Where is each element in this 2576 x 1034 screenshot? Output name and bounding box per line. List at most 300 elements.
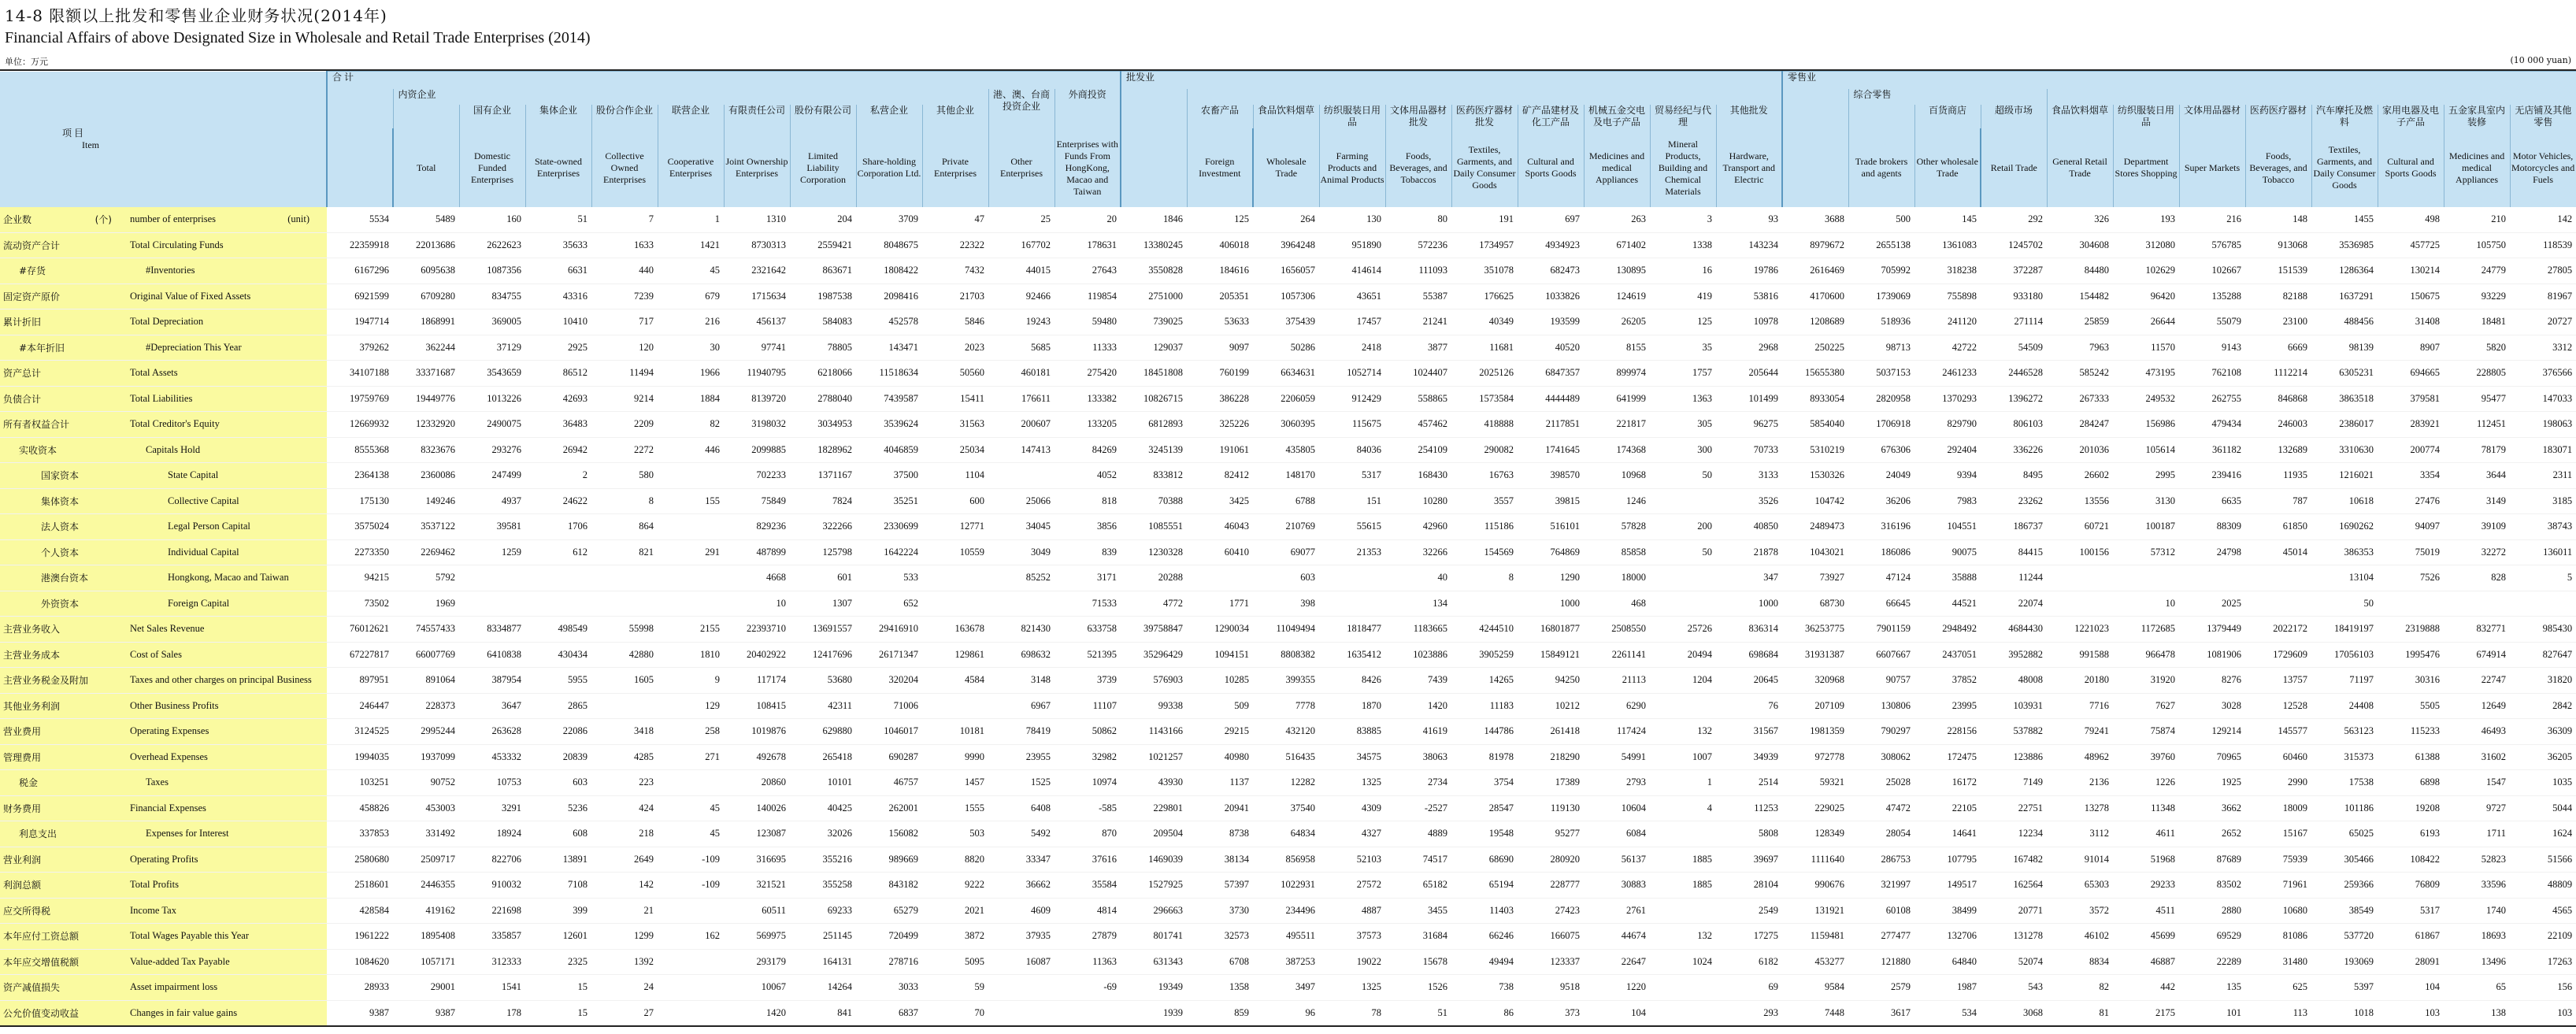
col-header-cn-30: 汽车摩托及燃料: [2311, 105, 2378, 128]
table-row: [0, 898, 2576, 924]
table-cell: 22105: [1914, 795, 1981, 821]
table-cell: [1451, 591, 1518, 617]
table-cell: 26171347: [856, 642, 922, 668]
table-cell: 27805: [2510, 258, 2576, 284]
table-cell: 10101: [790, 770, 856, 796]
table-cell: 3543659: [459, 361, 525, 387]
table-cell: 468: [1584, 591, 1650, 617]
col-header-cn-17: 医药医疗器材批发: [1451, 105, 1518, 128]
table-header: [0, 72, 2576, 208]
table-cell: 100187: [2113, 514, 2179, 540]
table-cell: 99338: [1121, 693, 1187, 719]
table-cell: 8808382: [1253, 642, 1319, 668]
table-cell: 452578: [856, 309, 922, 335]
table-cell: 108422: [2378, 847, 2444, 873]
table-cell: 12771: [922, 514, 988, 540]
table-row: [0, 770, 2576, 796]
table-cell: [1650, 591, 1716, 617]
col-header-en-30: Motor Vehicles, Motorcycles and Fuels: [2510, 128, 2576, 207]
table-cell: 6898: [2378, 770, 2444, 796]
row-label-cn: #存货: [0, 258, 122, 284]
table-cell: 6708: [1187, 949, 1253, 975]
col-header-en-3: Collective Owned Enterprises: [591, 128, 658, 207]
table-cell: 37616: [1054, 847, 1121, 873]
table-cell: [658, 463, 724, 489]
table-cell: 625: [2245, 975, 2311, 1001]
table-cell: 5317: [2378, 898, 2444, 924]
table-cell: 2272: [591, 437, 658, 463]
table-cell: 1085551: [1121, 514, 1187, 540]
table-cell: 50: [1650, 539, 1716, 565]
table-cell: 10974: [1054, 770, 1121, 796]
table-cell: 43316: [525, 284, 591, 309]
table-cell: [658, 770, 724, 796]
table-cell: 46493: [2444, 719, 2510, 745]
row-label-spacer: [315, 847, 327, 873]
table-cell: 1656057: [1253, 258, 1319, 284]
table-cell: 2209: [591, 412, 658, 438]
row-label-cn: 资产总计: [0, 361, 122, 387]
table-cell: [1319, 591, 1385, 617]
table-cell: 897951: [327, 668, 393, 694]
table-cell: 184616: [1187, 258, 1253, 284]
table-cell: 856958: [1253, 847, 1319, 873]
table-cell: 51: [1385, 1000, 1451, 1026]
table-cell: 53633: [1187, 309, 1253, 335]
table-cell: 286753: [1848, 847, 1914, 873]
table-cell: -2527: [1385, 795, 1451, 821]
table-cell: 155: [658, 488, 724, 514]
table-cell: 3575024: [327, 514, 393, 540]
row-label-spacer: [315, 284, 327, 309]
row-label-en: Capitals Hold: [122, 437, 315, 463]
table-cell: 1246: [1584, 488, 1650, 514]
table-cell: 3572: [2047, 898, 2113, 924]
table-cell: 132: [1650, 719, 1716, 745]
table-cell: 167482: [1981, 847, 2047, 873]
table-cell: 27572: [1319, 873, 1385, 899]
table-cell: [1650, 1000, 1716, 1026]
table-cell: 1307: [790, 591, 856, 617]
table-cell: 5037153: [1848, 361, 1914, 387]
table-row: [0, 258, 2576, 284]
table-cell: [1650, 693, 1716, 719]
col-header-en-24: Department Stores Shopping: [2113, 128, 2179, 207]
table-cell: [2047, 565, 2113, 591]
col-header-cn-20: 贸易经纪与代理: [1650, 105, 1716, 128]
table-cell: 9097: [1187, 335, 1253, 361]
col-header-cn-9: 其他企业: [922, 105, 988, 128]
table-cell: 1000: [1518, 591, 1584, 617]
row-label-cn: 个人资本: [0, 539, 122, 565]
table-cell: 78179: [2444, 437, 2510, 463]
table-cell: 6847357: [1518, 361, 1584, 387]
table-cell: [922, 565, 988, 591]
table-cell: 533: [856, 565, 922, 591]
table-cell: 843182: [856, 873, 922, 899]
table-cell: 22074: [1981, 591, 2047, 617]
table-cell: [1650, 488, 1716, 514]
table-cell: 61850: [2245, 514, 2311, 540]
table-cell: 1741645: [1518, 437, 1584, 463]
table-cell: 130806: [1848, 693, 1914, 719]
row-label-en: Original Value of Fixed Assets: [122, 284, 315, 309]
table-cell: 82: [658, 412, 724, 438]
table-cell: 79241: [2047, 719, 2113, 745]
table-cell: [1650, 565, 1716, 591]
table-cell: 1421: [658, 232, 724, 258]
row-label-cn: 利润总额: [0, 873, 122, 899]
table-cell: 24: [591, 975, 658, 1001]
table-cell: 149246: [393, 488, 459, 514]
table-cell: 3133: [1716, 463, 1782, 489]
table-cell: 95277: [1518, 821, 1584, 847]
table-cell: 271: [658, 744, 724, 770]
table-cell: 22109: [2510, 924, 2576, 950]
table-cell: 322266: [790, 514, 856, 540]
table-row: [0, 719, 2576, 745]
table-cell: 3644: [2444, 463, 2510, 489]
table-cell: 54509: [1981, 335, 2047, 361]
table-cell: 229801: [1121, 795, 1187, 821]
table-cell: 88309: [2179, 514, 2245, 540]
table-cell: -585: [1054, 795, 1121, 821]
table-cell: 3709: [856, 207, 922, 232]
table-cell: 10968: [1584, 463, 1650, 489]
table-cell: 11244: [1981, 565, 2047, 591]
table-cell: 119130: [1518, 795, 1584, 821]
table-cell: 355258: [790, 873, 856, 899]
table-cell: 1870: [1319, 693, 1385, 719]
table-cell: 1715634: [724, 284, 790, 309]
table-cell: 2793: [1584, 770, 1650, 796]
table-cell: 3198032: [724, 412, 790, 438]
table-cell: 18419197: [2311, 617, 2378, 643]
table-cell: 12669932: [327, 412, 393, 438]
table-cell: 1007: [1650, 744, 1716, 770]
table-cell: 118539: [2510, 232, 2576, 258]
table-cell: 250225: [1782, 335, 1848, 361]
table-cell: [988, 591, 1054, 617]
table-cell: 38063: [1385, 744, 1451, 770]
table-cell: 537882: [1981, 719, 2047, 745]
table-cell: [591, 565, 658, 591]
table-cell: 933180: [1981, 284, 2047, 309]
table-cell: 20180: [2047, 668, 2113, 694]
table-cell: 2446528: [1981, 361, 2047, 387]
table-cell: 3688: [1782, 207, 1848, 232]
table-cell: 3068: [1981, 1000, 2047, 1026]
table-cell: 2023: [922, 335, 988, 361]
table-cell: 13691557: [790, 617, 856, 643]
hmt-group-header: 港、澳、台商投资企业: [988, 89, 1054, 128]
table-cell: 131278: [1981, 924, 2047, 950]
table-cell: 32573: [1187, 924, 1253, 950]
table-cell: 20402922: [724, 642, 790, 668]
table-cell: 9: [658, 668, 724, 694]
table-cell: 18009: [2245, 795, 2311, 821]
table-cell: 534: [1914, 1000, 1981, 1026]
table-cell: 46043: [1187, 514, 1253, 540]
table-cell: 45: [658, 821, 724, 847]
table-cell: 2509717: [393, 847, 459, 873]
row-unit-en: (unit): [287, 213, 309, 225]
table-cell: 10680: [2245, 898, 2311, 924]
table-cell: 386228: [1187, 386, 1253, 412]
table-cell: 495511: [1253, 924, 1319, 950]
table-cell: 37852: [1914, 668, 1981, 694]
table-cell: 6634631: [1253, 361, 1319, 387]
table-cell: 335857: [459, 924, 525, 950]
row-label-spacer: [315, 975, 327, 1001]
table-cell: 218: [591, 821, 658, 847]
table-cell: 2734: [1385, 770, 1451, 796]
table-cell: 32266: [1385, 539, 1451, 565]
table-cell: 22747: [2444, 668, 2510, 694]
table-cell: 2022172: [2245, 617, 2311, 643]
table-cell: 27423: [1518, 898, 1584, 924]
table-cell: 115233: [2378, 719, 2444, 745]
table-cell: 280920: [1518, 847, 1584, 873]
table-cell: [459, 591, 525, 617]
table-cell: 162: [658, 924, 724, 950]
table-cell: 4511: [2113, 898, 2179, 924]
table-cell: 55615: [1319, 514, 1385, 540]
table-cell: 3130: [2113, 488, 2179, 514]
table-cell: 142: [2510, 207, 2576, 232]
table-cell: 39581: [459, 514, 525, 540]
table-cell: 29215: [1187, 719, 1253, 745]
table-cell: 111093: [1385, 258, 1451, 284]
table-cell: [658, 1000, 724, 1026]
table-cell: 4244510: [1451, 617, 1518, 643]
table-cell: 75849: [724, 488, 790, 514]
table-cell: 48809: [2510, 873, 2576, 899]
table-cell: 1024407: [1385, 361, 1451, 387]
table-cell: 66246: [1451, 924, 1518, 950]
table-cell: 603: [525, 770, 591, 796]
table-cell: 71197: [2311, 668, 2378, 694]
table-cell: 694665: [2378, 361, 2444, 387]
table-cell: 33347: [988, 847, 1054, 873]
table-cell: 19786: [1716, 258, 1782, 284]
table-cell: 8555368: [327, 437, 393, 463]
row-label-cn: 管理费用: [0, 744, 122, 770]
table-cell: 23262: [1981, 488, 2047, 514]
table-cell: 612: [525, 539, 591, 565]
row-label-cn: 港澳台资本: [0, 565, 122, 591]
row-label-spacer: [315, 617, 327, 643]
table-cell: 74517: [1385, 847, 1451, 873]
table-cell: 10753: [459, 770, 525, 796]
table-cell: 790297: [1848, 719, 1914, 745]
col-header-en-4: Cooperative Enterprises: [658, 128, 724, 207]
col-header-en-27: Textiles, Garments, and Daily Consumer Goods: [2311, 128, 2378, 207]
table-cell: 690287: [856, 744, 922, 770]
table-cell: 631343: [1121, 949, 1187, 975]
table-cell: 18924: [459, 821, 525, 847]
table-cell: 65182: [1385, 873, 1451, 899]
table-cell: 6607667: [1848, 642, 1914, 668]
table-cell: 2788040: [790, 386, 856, 412]
table-cell: [658, 565, 724, 591]
table-cell: 172475: [1914, 744, 1981, 770]
table-cell: 218290: [1518, 744, 1584, 770]
table-cell: 4887: [1319, 898, 1385, 924]
table-body: [0, 207, 2576, 1026]
table-cell: 1420: [1385, 693, 1451, 719]
table-cell: 130895: [1584, 258, 1650, 284]
table-cell: 1325: [1319, 770, 1385, 796]
table-cell: 419162: [393, 898, 459, 924]
table-cell: 4609: [988, 898, 1054, 924]
table-cell: 1455: [2311, 207, 2378, 232]
table-cell: 3171: [1054, 565, 1121, 591]
table-cell: 3124525: [327, 719, 393, 745]
table-cell: 822706: [459, 847, 525, 873]
table-cell: 26602: [2047, 463, 2113, 489]
table-cell: 150675: [2378, 284, 2444, 309]
table-cell: 17056103: [2311, 642, 2378, 668]
table-cell: 94250: [1518, 668, 1584, 694]
col-header-cn-27: 纺织服装日用品: [2113, 105, 2179, 128]
table-cell: 697: [1518, 207, 1584, 232]
table-cell: 15849121: [1518, 642, 1584, 668]
table-cell: 210769: [1253, 514, 1319, 540]
table-cell: [658, 975, 724, 1001]
table-cell: 1046017: [856, 719, 922, 745]
table-cell: 3550828: [1121, 258, 1187, 284]
table-row: [0, 565, 2576, 591]
table-cell: 1286364: [2311, 258, 2378, 284]
table-cell: 38134: [1187, 847, 1253, 873]
table-cell: 34939: [1716, 744, 1782, 770]
table-cell: 1818477: [1319, 617, 1385, 643]
table-cell: 59: [922, 975, 988, 1001]
table-cell: 38743: [2510, 514, 2576, 540]
table-cell: 22751: [1981, 795, 2047, 821]
table-cell: 27643: [1054, 258, 1121, 284]
table-cell: 2437051: [1914, 642, 1981, 668]
row-label-cn: 法人资本: [0, 514, 122, 540]
table-cell: 262001: [856, 795, 922, 821]
table-cell: 234496: [1253, 898, 1319, 924]
table-cell: 1230328: [1121, 539, 1187, 565]
table-cell: 73927: [1782, 565, 1848, 591]
table-cell: 15678: [1385, 949, 1451, 975]
table-cell: 102629: [2113, 258, 2179, 284]
table-cell: 320204: [856, 668, 922, 694]
table-cell: 31567: [1716, 719, 1782, 745]
table-cell: 7778: [1253, 693, 1319, 719]
table-cell: 85252: [988, 565, 1054, 591]
table-cell: 3952882: [1981, 642, 2047, 668]
table-cell: 46757: [856, 770, 922, 796]
table-cell: 30316: [2378, 668, 2444, 694]
table-cell: 516435: [1253, 744, 1319, 770]
table-cell: 40349: [1451, 309, 1518, 335]
table-cell: 65025: [2311, 821, 2378, 847]
retail-group-header: 零售业: [1782, 72, 2576, 90]
table-cell: 18451808: [1121, 361, 1187, 387]
table-cell: 20645: [1716, 668, 1782, 694]
table-cell: 25066: [988, 488, 1054, 514]
row-label-cn: 公允价值变动收益: [0, 1000, 122, 1026]
table-cell: 2968: [1716, 335, 1782, 361]
table-cell: 10978: [1716, 309, 1782, 335]
row-label-cn: 利息支出: [0, 821, 122, 847]
row-label-spacer: [315, 361, 327, 387]
table-cell: 5505: [2378, 693, 2444, 719]
table-cell: 115675: [1319, 412, 1385, 438]
table-cell: 1547: [2444, 770, 2510, 796]
table-cell: 275420: [1054, 361, 1121, 387]
table-cell: 46102: [2047, 924, 2113, 950]
table-cell: 4772: [1121, 591, 1187, 617]
row-label-spacer: [315, 924, 327, 950]
table-row: [0, 437, 2576, 463]
table-cell: [591, 591, 658, 617]
col-header-en-22: Retail Trade: [1981, 128, 2047, 207]
table-cell: 985430: [2510, 617, 2576, 643]
table-cell: 35251: [856, 488, 922, 514]
table-cell: [658, 591, 724, 617]
table-cell: 191: [1451, 207, 1518, 232]
table-cell: 44015: [988, 258, 1054, 284]
table-cell: 2842: [2510, 693, 2576, 719]
table-cell: 671402: [1584, 232, 1650, 258]
table-cell: 78419: [988, 719, 1054, 745]
row-label-cn: 实收资本: [0, 437, 122, 463]
table-cell: 801741: [1121, 924, 1187, 950]
table-cell: 2319888: [2378, 617, 2444, 643]
table-cell: 2386017: [2311, 412, 2378, 438]
col-header-en-7: Share-holding Corporation Ltd.: [856, 128, 922, 207]
table-cell: 1885: [1650, 873, 1716, 899]
table-cell: 2514: [1716, 770, 1782, 796]
table-cell: 66007769: [393, 642, 459, 668]
table-cell: 11681: [1451, 335, 1518, 361]
table-cell: 11333: [1054, 335, 1121, 361]
table-cell: 247499: [459, 463, 525, 489]
row-label-en: Value-added Tax Payable: [122, 949, 315, 975]
table-cell: 40850: [1716, 514, 1782, 540]
table-cell: 164131: [790, 949, 856, 975]
row-label-en: Net Sales Revenue: [122, 617, 315, 643]
table-cell: 57397: [1187, 873, 1253, 899]
table-cell: 991588: [2047, 642, 2113, 668]
row-label-cn: 所有者权益合计: [0, 412, 122, 438]
table-cell: 9387: [327, 1000, 393, 1026]
row-label-cn: 营业费用: [0, 719, 122, 745]
table-cell: 90075: [1914, 539, 1981, 565]
row-label-cn: 集体资本: [0, 488, 122, 514]
table-cell: 3617: [1848, 1000, 1914, 1026]
table-row: [0, 284, 2576, 309]
table-cell: 2925: [525, 335, 591, 361]
table-cell: 543: [1981, 975, 2047, 1001]
table-cell: 2418: [1319, 335, 1385, 361]
table-cell: 221817: [1584, 412, 1650, 438]
total-group-header: 合 计: [327, 72, 1121, 90]
table-cell: 40: [1385, 565, 1451, 591]
table-cell: 629880: [790, 719, 856, 745]
table-cell: 576785: [2179, 232, 2245, 258]
table-cell: 2751000: [1121, 284, 1187, 309]
table-cell: 846868: [2245, 386, 2311, 412]
table-cell: 460181: [988, 361, 1054, 387]
table-cell: 65279: [856, 898, 922, 924]
